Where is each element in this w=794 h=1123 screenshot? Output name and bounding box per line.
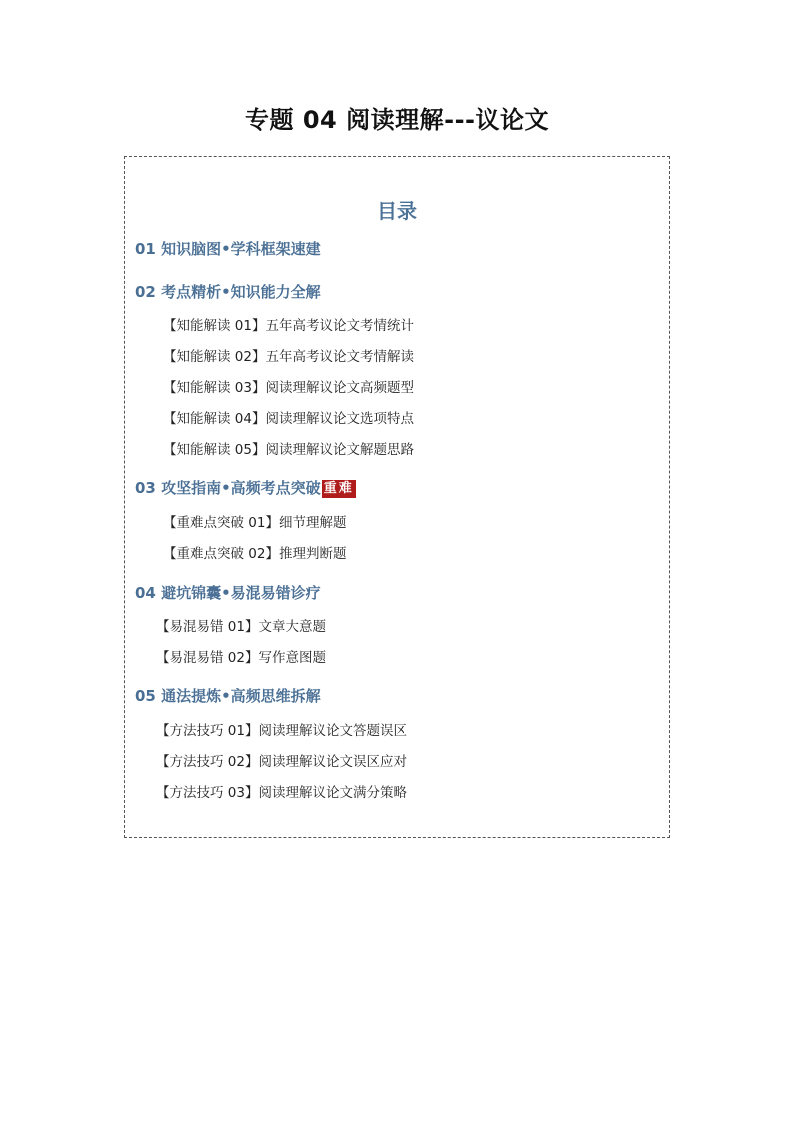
toc-item[interactable]: 【易混易错 01】文章大意题 bbox=[156, 619, 326, 635]
toc-section-05[interactable]: 05 通法提炼•高频思维拆解 bbox=[135, 687, 321, 705]
toc-section-02[interactable]: 02 考点精析•知识能力全解 bbox=[135, 283, 321, 301]
toc-section-01[interactable]: 01 知识脑图•学科框架速建 bbox=[135, 240, 321, 258]
toc-item[interactable]: 【知能解读 03】阅读理解议论文高频题型 bbox=[163, 380, 414, 396]
toc-item[interactable]: 【方法技巧 02】阅读理解议论文误区应对 bbox=[156, 754, 407, 770]
table-of-contents-box bbox=[124, 156, 670, 838]
toc-item[interactable]: 【方法技巧 03】阅读理解议论文满分策略 bbox=[156, 785, 407, 801]
document-title: 专题 04 阅读理解---议论文 bbox=[245, 106, 549, 134]
toc-item[interactable]: 【方法技巧 01】阅读理解议论文答题误区 bbox=[156, 723, 407, 739]
toc-item[interactable]: 【易混易错 02】写作意图题 bbox=[156, 650, 326, 666]
toc-heading: 目录 bbox=[377, 199, 417, 223]
difficulty-badge: 重难 bbox=[323, 481, 354, 496]
toc-section-03[interactable] bbox=[135, 478, 356, 498]
toc-item[interactable]: 【知能解读 01】五年高考议论文考情统计 bbox=[163, 318, 414, 334]
toc-item[interactable]: 【重难点突破 02】推理判断题 bbox=[163, 546, 347, 562]
toc-section-03-title: 03 攻坚指南•高频考点突破 bbox=[135, 479, 321, 497]
toc-section-04[interactable]: 04 避坑锦囊•易混易错诊疗 bbox=[135, 584, 321, 602]
toc-item[interactable]: 【知能解读 04】阅读理解议论文选项特点 bbox=[163, 411, 414, 427]
toc-item[interactable]: 【知能解读 05】阅读理解议论文解题思路 bbox=[163, 442, 414, 458]
toc-item[interactable]: 【知能解读 02】五年高考议论文考情解读 bbox=[163, 349, 414, 365]
toc-item[interactable]: 【重难点突破 01】细节理解题 bbox=[163, 515, 347, 531]
